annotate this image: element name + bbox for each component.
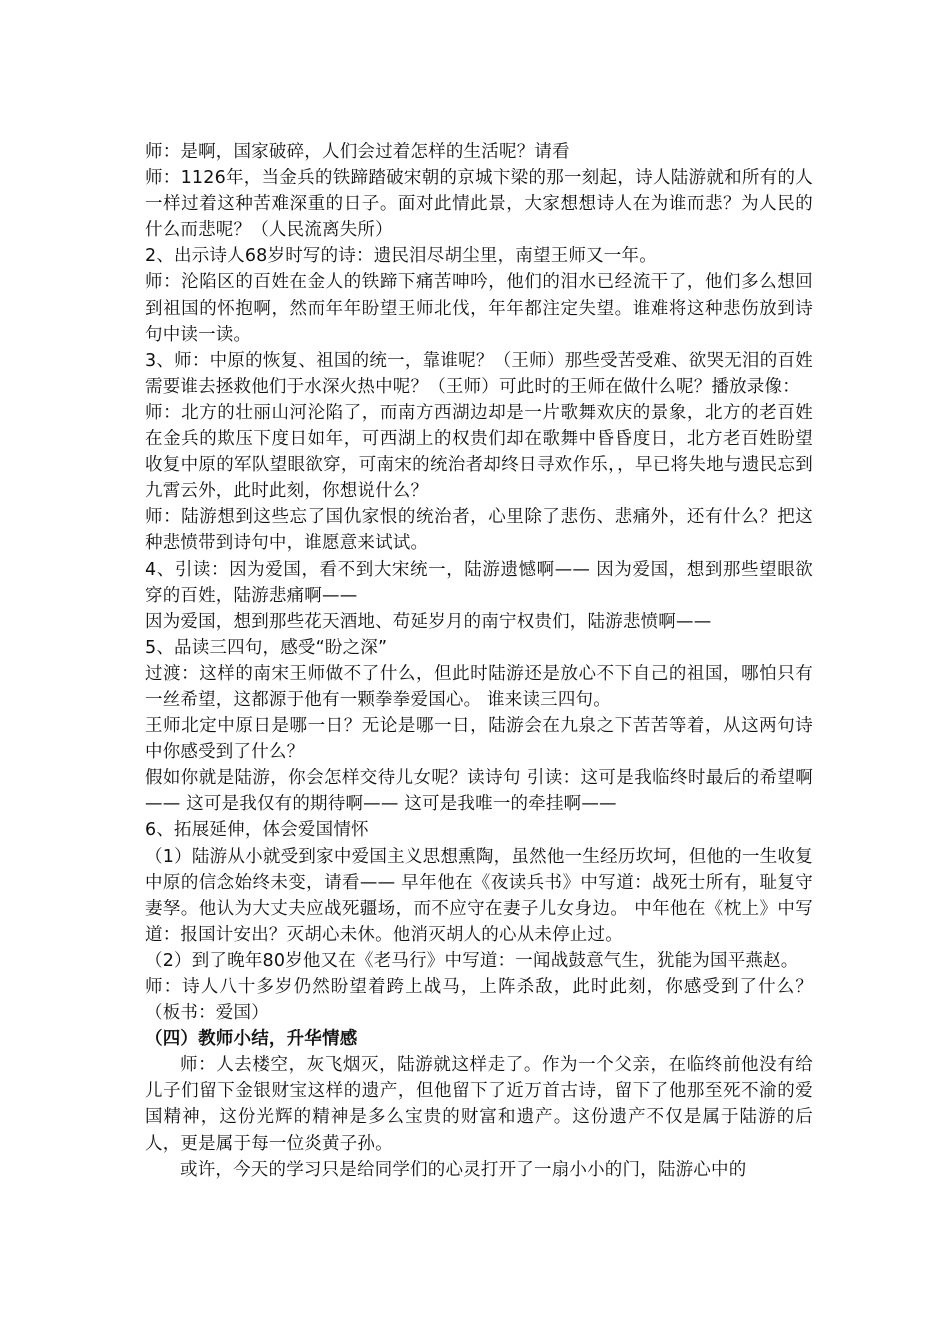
paragraph: 或许，今天的学习只是给同学们的心灵打开了一扇小小的门，陆游心中的 (180, 1159, 747, 1180)
paragraph: 因为爱国，想到那些花天酒地、苟延岁月的南宁权贵们，陆游悲愤啊—— (145, 611, 712, 632)
document-page (145, 139, 813, 1183)
section-heading: （四）教师小结，升华情感 (145, 1029, 358, 1050)
paragraph: 师：沦陷区的百姓在金人的铁蹄下痛苦呻吟，他们的泪水已经流干了，他们多么想回到祖国的怀抱啊，然而年年盼望王师北伐，年年都注定失望。谁难将这种悲伤放到诗句中读一读。 (145, 272, 813, 345)
paragraph: 王师北定中原日是哪一日？无论是哪一日，陆游会在九泉之下苦苦等着，从这两句诗中你感受到了什么？ (145, 716, 813, 763)
paragraph: 师：1126年，当金兵的铁蹄踏破宋朝的京城卞梁的那一刻起，诗人陆游就和所有的人一样过着这种苦难深重的日子。面对此情此景，大家想想诗人在为谁而悲？为人民的什么而悲呢？（人民流离失所） (145, 168, 813, 241)
paragraph: 假如你就是陆游，你会怎样交待儿女呢？读诗句 引读：这可是我临终时最后的希望啊—— 这可是我仅有的期待啊—— 这可是我唯一的牵挂啊—— (145, 768, 813, 815)
paragraph: 师：人去楼空，灰飞烟灭，陆游就这样走了。作为一个父亲，在临终前他没有给儿子们留下金银财宝这样的遗产，但他留下了近万首古诗，留下了他那至死不渝的爱国精神，这份光辉的精神是多么宝贵的财富和遗产。这份遗产不仅是属于陆游的后人，更是属于每一位炎黄子孙。 (145, 1055, 813, 1154)
paragraph: 3、师：中原的恢复、祖国的统一，靠谁呢？（王师）那些受苦受难、欲哭无泪的百姓需要谁去拯救他们于水深火热中呢？（王师）可此时的王师在做什么呢？播放录像： (145, 350, 813, 397)
paragraph: 过渡：这样的南宋王师做不了什么，但此时陆游还是放心不下自己的祖国，哪怕只有一丝希望，这都源于他有一颗拳拳爱国心。 谁来读三四句。 (145, 663, 813, 710)
paragraph: 2、出示诗人68岁时写的诗：遗民泪尽胡尘里，南望王师又一年。 (145, 246, 657, 267)
section-subheading: 5、品读三四句，感受“盼之深” (145, 637, 388, 658)
paragraph: （1）陆游从小就受到家中爱国主义思想熏陶，虽然他一生经历坎坷，但他的一生收复中原的信念始终未变，请看—— 早年他在《夜读兵书》中写道：战死士所有，耻复守妻孥。他认为大丈夫应战死疆场，而不应守在妻子儿女身边。 中年他在《枕上》中写道：报国计安出？灭胡心未休。他消灭胡人的心从未停止过。 (145, 846, 813, 945)
paragraph: 4、引读：因为爱国，看不到大宋统一，陆游遗憾啊—— 因为爱国，想到那些望眼欲穿的百姓，陆游悲痛啊—— (145, 559, 813, 606)
paragraph: （2）到了晚年80岁他又在《老马行》中写道：一闻战鼓意气生，犹能为国平燕赵。 (145, 950, 799, 971)
paragraph: 师：是啊，国家破碎，人们会过着怎样的生活呢？请看 (145, 142, 570, 162)
paragraph: 师：诗人八十多岁仍然盼望着跨上战马，上阵杀敌，此时此刻，你感受到了什么？（板书：爱国） (145, 977, 813, 1024)
paragraph: 师：北方的壮丽山河沦陷了，而南方西湖边却是一片歌舞欢庆的景象，北方的老百姓在金兵的欺压下度日如年，可西湖上的权贵们却在歌舞中昏昏度日，北方老百姓盼望收复中原的军队望眼欲穿，可南宋的统治者却终日寻欢作乐，，早已将失地与遗民忘到九霄云外，此时此刻，你想说什么？ (145, 402, 813, 502)
paragraph: 师：陆游想到这些忘了国仇家恨的统治者，心里除了悲伤、悲痛外，还有什么？把这种悲愤带到诗句中，谁愿意来试试。 (145, 507, 813, 554)
section-subheading: 6、拓展延伸，体会爱国情怀 (145, 820, 369, 841)
